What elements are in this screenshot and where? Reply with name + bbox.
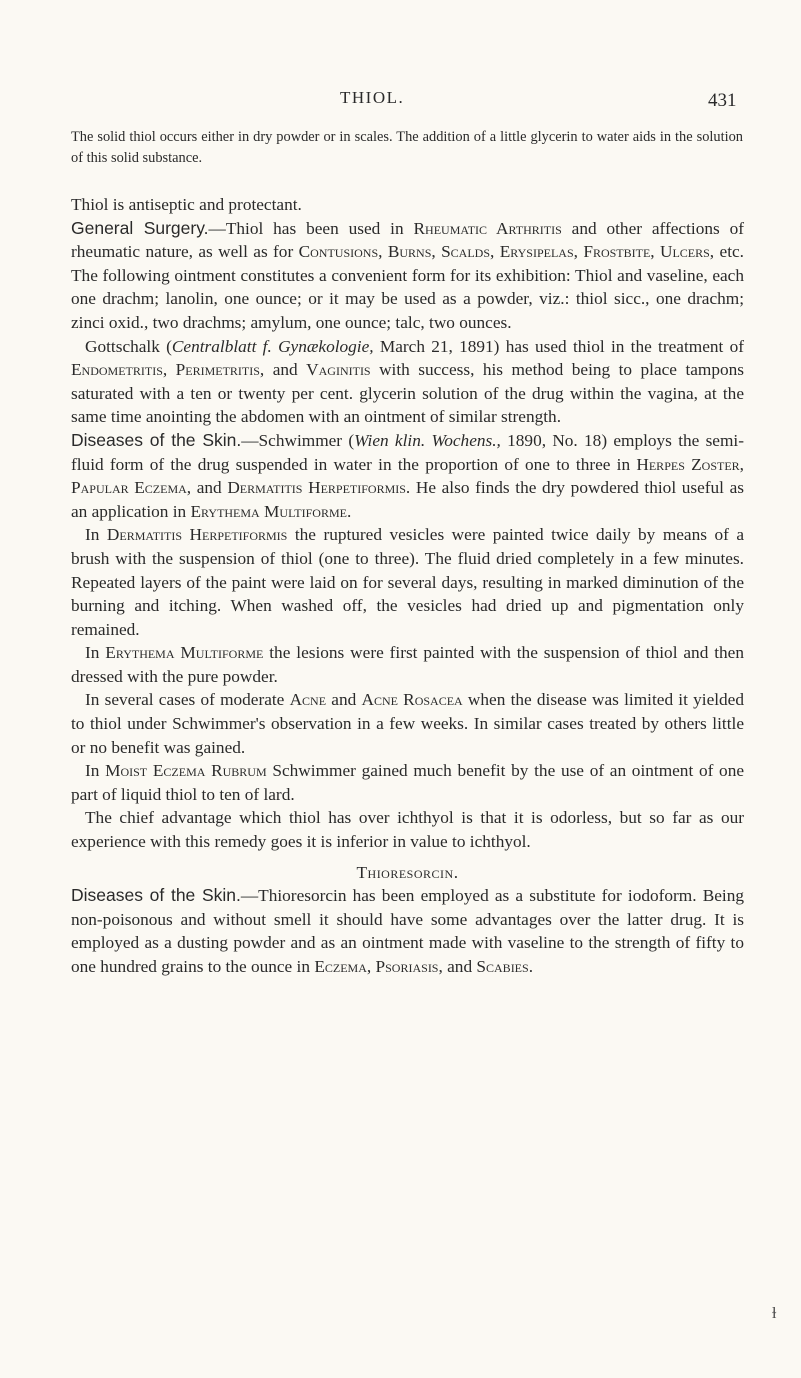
text-run: 1890, No. 18) employs the semi-fluid form of the drug suspended in water in the proportion of one to three in — [71, 430, 744, 474]
paragraph-moist-eczema — [71, 759, 744, 806]
text-run: —Thiol has been used in — [208, 218, 414, 238]
paragraph-antiseptic: Thiol is antiseptic and protectant. — [71, 195, 302, 214]
disease-term: Dermatitis Herpetiformis — [106, 525, 288, 545]
citation-journal: Wien klin. Wochens., — [354, 430, 501, 450]
disease-term: Scabies. — [476, 957, 534, 976]
text-run: and — [326, 690, 362, 710]
citation-journal: Centralblatt f. Gynækologie, — [171, 336, 374, 356]
disease-term: Dermatitis Herpetiformis. — [227, 478, 411, 498]
text-run: In — [85, 643, 106, 663]
text-run: and other affections of rheumatic nature, as well as for — [71, 218, 744, 262]
paragraph-erythema — [71, 641, 744, 688]
running-title: THIOL. — [340, 88, 405, 107]
paragraph-acne — [71, 688, 744, 759]
disease-term: Vaginitis — [306, 360, 371, 380]
text-run: the lesions were first painted with the suspension of thiol and then dressed with the pure powder. — [71, 643, 744, 686]
disease-term: Erythema Multiforme — [105, 643, 264, 663]
paragraph-general-surgery — [71, 217, 744, 335]
disease-term: Erythema Multiforme. — [190, 501, 352, 521]
disease-term: Rheumatic Arthritis — [413, 218, 562, 238]
text-run: and — [191, 478, 228, 498]
disease-term: Endometritis, Perimetritis, — [71, 360, 265, 380]
paragraph-thioresorcin — [71, 884, 744, 978]
disease-term: Moist Eczema Rubrum — [105, 761, 267, 781]
disease-term: Contusions, Burns, Scalds, Erysipelas, Frostbite, Ulcers, — [298, 242, 715, 262]
text-run: In several cases of moderate — [85, 690, 290, 710]
paragraph-gottschalk — [71, 335, 744, 429]
small-print-note: The solid thiol occurs either in dry powder or in scales. The addition of a little glycerin to water aids in the solution of this solid substance. — [71, 129, 743, 166]
paragraph-advantage: The chief advantage which thiol has over ichthyol is that it is odorless, but so far as our experience with this remedy goes it is inferior in value to ichthyol. — [71, 808, 744, 852]
disease-term: Acne Rosacea — [361, 690, 463, 710]
text-run: etc. The following ointment constitutes a convenient form for its exhibition: Thiol and vaseline, each one drachm; lanolin, one ounce; or it may be used as a powder, viz.: thiol sicc., one drachm; zinci oxid., two drachms; amylum, one ounce; talc, two ounces. — [71, 242, 744, 332]
text-run: and — [442, 957, 477, 976]
text-run: Gottschalk ( — [85, 336, 172, 356]
text-run: with success, his method being to place tampons saturated with a ten or twenty per cent. glycerin solution of the drug within the vagina, at the same time anointing the abdomen with an ointment of similar strength. — [71, 360, 744, 427]
section-lead-general-surgery: General Surgery. — [71, 217, 209, 238]
text-run: the ruptured vesicles were painted twice daily by means of a brush with the suspension of thiol (one to three). The fluid dried completely in a few minutes. Repeated layers of the paint were laid on for several days, resulting in marked diminution of the burning and itching. When washed off, the vesicles had dried up and pigmentation only remained. — [71, 525, 745, 639]
text-run: He also finds the dry powdered thiol useful as an application in — [71, 478, 744, 521]
page-header — [0, 88, 801, 118]
page-number: 431 — [708, 90, 737, 111]
body-text — [71, 193, 744, 979]
text-run: —Schwimmer ( — [241, 430, 355, 450]
paragraph-dermatitis — [71, 523, 744, 641]
disease-term: Acne — [289, 690, 327, 710]
section-lead-skin: Diseases of the Skin. — [71, 885, 241, 906]
text-run: In — [85, 761, 106, 781]
paragraph-skin-diseases — [71, 429, 744, 523]
text-run: In — [85, 525, 107, 545]
disease-term: Eczema, Psoriasis, — [314, 957, 443, 976]
text-run: and — [264, 360, 307, 380]
text-run: March 21, 1891) has used thiol in the treatment of — [373, 336, 744, 356]
text-run: —Thioresorcin has been employed as a substitute for iodoform. Being non-poisonous and without smell it should have some advantages over the latter drug. It is employed as a dusting powder and as an ointment made with vaseline to the strength of fifty to one hundred grains to the ounce in — [71, 886, 744, 976]
margin-mark: ɫ — [772, 1305, 777, 1322]
text-run: Schwimmer gained much benefit by the use of an ointment of one part of liquid thiol to ten of lard. — [71, 761, 745, 804]
section-heading-thioresorcin: Thioresorcin. — [356, 862, 459, 882]
disease-term: Herpes Zoster, Papular Eczema, — [71, 454, 744, 498]
text-run: when the disease was limited it yielded to thiol under Schwimmer's observation in a few weeks. In similar cases treated by others little or no benefit was gained. — [71, 690, 744, 757]
section-lead-skin: Diseases of the Skin. — [71, 429, 242, 450]
